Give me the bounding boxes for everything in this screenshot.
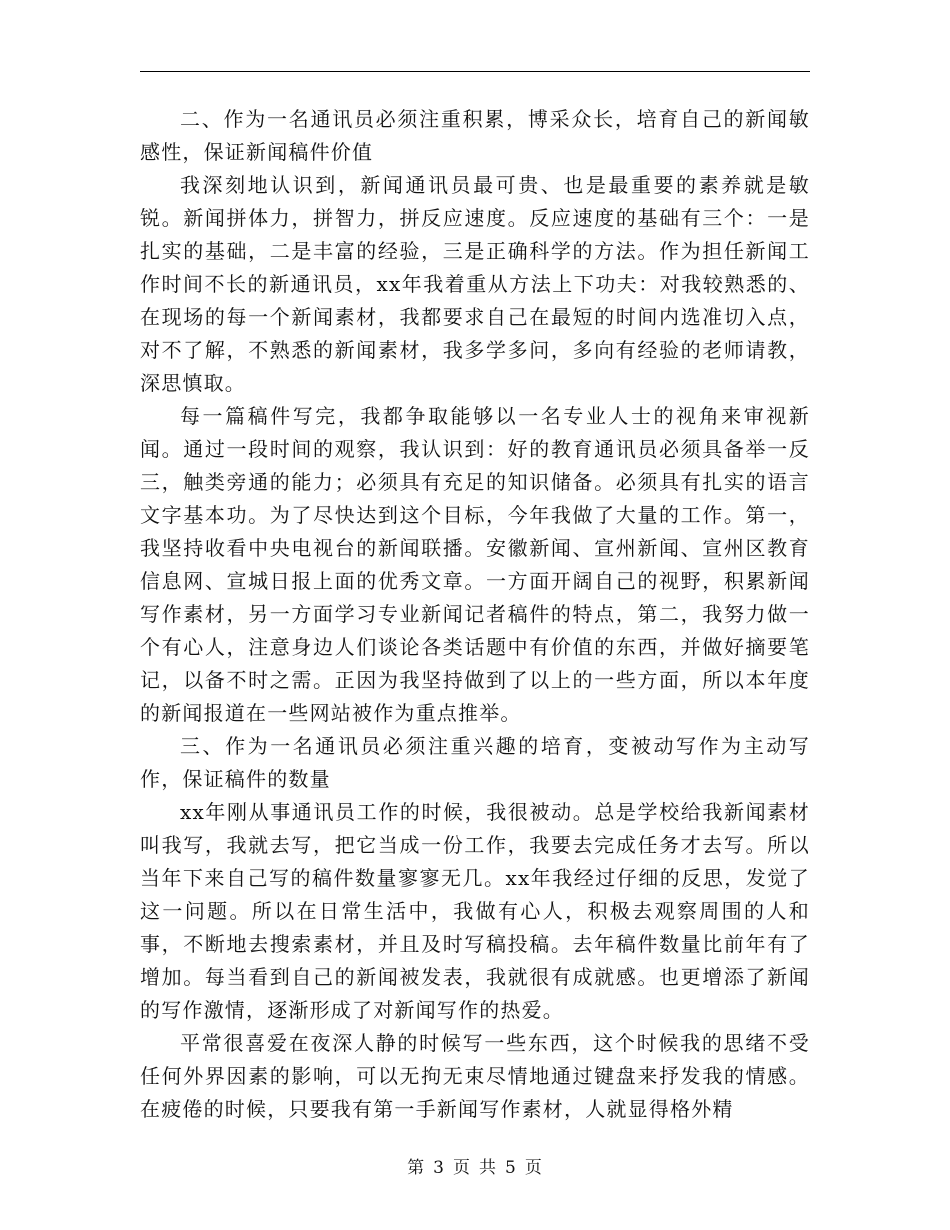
- footer-ye-label-2: 页: [524, 1158, 543, 1178]
- page-footer: [0, 1153, 950, 1178]
- footer-gong-label: 共: [479, 1158, 497, 1178]
- body-paragraph: 每一篇稿件写完，我都争取能够以一名专业人士的视角来审视新闻。通过一段时间的观察，我认识到：好的教育通讯员必须具备举一反三，触类旁通的能力；必须具有充足的知识储备。必须具有扎实的语言文字基本功。为了尽快达到这个目标，今年我做了大量的工作。第一，我坚持收看中央电视台的新闻联播。安徽新闻、宣州新闻、宣州区教育信息网、宣城日报上面的优秀文章。一方面开阔自己的视野，积累新闻写作素材，另一方面学习专业新闻记者稿件的特点，第二，我努力做一个有心人，注意身边人们谈论各类话题中有价值的东西，并做好摘要笔记，以备不时之需。正因为我坚持做到了以上的一些方面，所以本年度的新闻报道在一些网站被作为重点推举。: [140, 404, 810, 725]
- body-paragraph: 我深刻地认识到，新闻通讯员最可贵、也是最重要的素养就是敏锐。新闻拼体力，拼智力，拼反应速度。反应速度的基础有三个：一是扎实的基础，二是丰富的经验，三是正确科学的方法。作为担任新闻工作时间不长的新通讯员，xx年我着重从方法上下功夫：对我较熟悉的、在现场的每一个新闻素材，我都要求自己在最短的时间内选准切入点，对不了解，不熟悉的新闻素材，我多学多问，多向有经验的老师请教，深思慎取。: [140, 173, 810, 395]
- section-heading-three: 三、作为一名通讯员必须注重兴趣的培育，变被动写作为主动写作，保证稿件的数量: [140, 734, 810, 791]
- document-body: [140, 103, 810, 1126]
- body-paragraph: xx年刚从事通讯员工作的时候，我很被动。总是学校给我新闻素材叫我写，我就去写，把它当成一份工作，我要去完成任务才去写。所以当年下来自己写的稿件数量寥寥无几。xx年我经过仔细的反思，发觉了这一问题。所以在日常生活中，我做有心人，积极去观察周围的人和事，不断地去搜索素材，并且及时写稿投稿。去年稿件数量比前年有了增加。每当看到自己的新闻被发表，我就很有成就感。也更增添了新闻的写作激情，逐渐形成了对新闻写作的热爱。: [140, 800, 810, 1022]
- page-number: 3: [433, 1158, 445, 1178]
- page-total: 5: [505, 1158, 517, 1178]
- footer-di-label: 第: [407, 1158, 426, 1178]
- section-heading-two: 二、作为一名通讯员必须注重积累，博采众长，培育自己的新闻敏感性，保证新闻稿件价值: [140, 107, 810, 164]
- body-paragraph: 平常很喜爱在夜深人静的时候写一些东西，这个时候我的思绪不受任何外界因素的影响，可以无拘无束尽情地通过键盘来抒发我的情感。在疲倦的时候，只要我有第一手新闻写作素材，人就显得格外精: [140, 1031, 810, 1121]
- footer-ye-label: 页: [453, 1158, 471, 1178]
- header-rule: [140, 71, 810, 72]
